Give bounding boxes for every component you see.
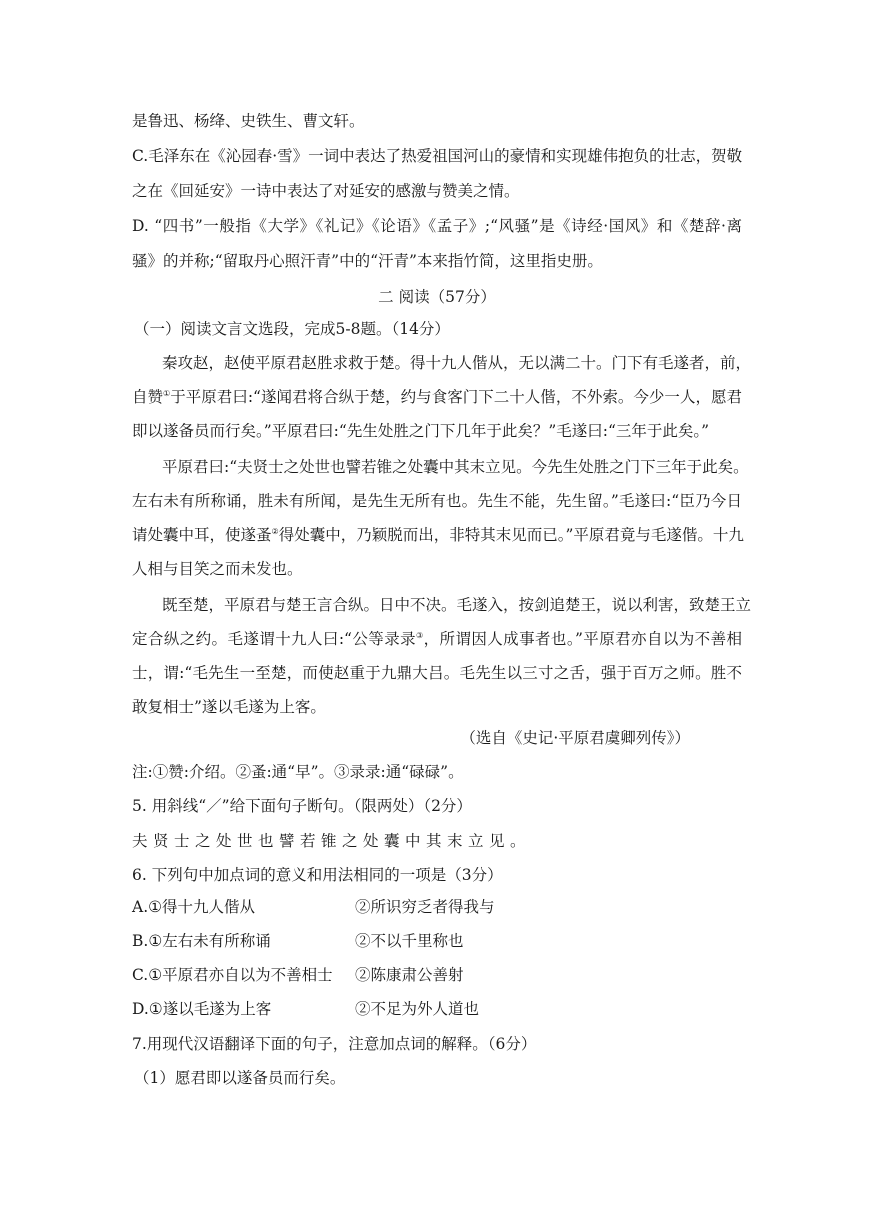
text-line: 是鲁迅、杨绛、史铁生、曹文轩。	[132, 112, 365, 130]
subsection-title: （一）阅读文言文选段，完成5-8题。（14分）	[134, 320, 450, 338]
option-c-left: C.①平原君亦自以为不善相士	[132, 966, 333, 984]
source-citation: （选自《史记·平原君虞卿列传》）	[460, 729, 690, 747]
option-b-right: ②不以千里称也	[355, 932, 464, 950]
question-7-item-1: （1）愿君即以遂备员而行矣。	[134, 1069, 346, 1087]
footnotes: 注:①赞:介绍。②蚤:通“早”。③录录:通“碌碌”。	[132, 763, 464, 781]
option-d-line-1: D. “四书”一般指《大学》《礼记》《论语》《孟子》;“风骚”是《诗经·国风》和《楚辞·离	[132, 217, 742, 235]
option-a-right: ②所识穷乏者得我与	[355, 898, 495, 916]
question-5: 5. 用斜线“／”给下面句子断句。（限两处）（2分）	[132, 797, 472, 815]
option-c-line-1: C.毛泽东在《沁园春·雪》一词中表达了热爱祖国河山的豪情和实现雄伟抱负的壮志，贺敬	[132, 147, 743, 165]
option-d-right: ②不足为外人道也	[355, 1000, 480, 1018]
passage-line: 敢复相士”遂以毛遂为上客。	[132, 698, 326, 716]
question-6: 6. 下列句中加点词的意义和用法相同的一项是（3分）	[132, 866, 503, 884]
passage-line: 既至楚，平原君与楚王言合纵。日中不决。毛遂入，按剑追楚王，说以利害，致楚王立	[162, 596, 752, 614]
option-c-line-2: 之在《回延安》一诗中表达了对延安的感激与赞美之情。	[132, 182, 520, 200]
passage-line: 秦攻赵，赵使平原君赵胜求救于楚。得十九人偕从，无以满二十。门下有毛遂者，前，	[162, 354, 752, 372]
passage-line: 即以遂备员而行矣。”平原君曰:“先生处胜之门下几年于此矣？”毛遂曰:“三年于此矣。”	[132, 422, 710, 440]
option-d-left: D.①遂以毛遂为上客	[132, 1000, 272, 1018]
passage-line: 人相与目笑之而未发也。	[132, 560, 303, 578]
question-5-sentence: 夫贤士之处世也譬若锥之处囊中其末立见。	[132, 832, 532, 850]
footnote-marker: ③	[416, 631, 424, 640]
passage-line: 左右未有所称诵，胜未有所闻，是先生无所有也。先生不能，先生留。”毛遂曰:“臣乃今日	[132, 492, 742, 510]
passage-line: 平原君曰:“夫贤士之处世也譬若锥之处囊中其末立见。今先生处胜之门下三年于此矣。	[162, 458, 749, 476]
passage-line: 定合纵之约。毛遂谓十九人曰:“公等录录③，所谓因人成事者也。”平原君亦自以为不善相	[132, 630, 742, 648]
option-d-line-2: 骚》的并称;“留取丹心照汗青”中的“汗青”本来指竹简，这里指史册。	[132, 252, 603, 270]
passage-line: 士，谓:“毛先生一至楚，而使赵重于九鼎大吕。毛先生以三寸之舌，强于百万之师。胜不	[132, 664, 742, 682]
passage-line: 自赞①于平原君曰:“遂闻君将合纵于楚，约与食客门下二十人偕，不外索。今少一人，愿君	[132, 388, 743, 406]
question-7: 7.用现代汉语翻译下面的句子，注意加点词的解释。（6分）	[132, 1035, 537, 1053]
section-title: 二 阅读（57分）	[378, 288, 496, 306]
passage-line: 请处囊中耳，使遂蚤②得处囊中，乃颖脱而出，非特其末见而已。”平原君竟与毛遂偕。十九	[132, 526, 744, 544]
option-b-left: B.①左右未有所称诵	[132, 932, 271, 950]
option-c-right: ②陈康肃公善射	[355, 966, 464, 984]
footnote-marker: ①	[163, 389, 171, 398]
footnote-marker: ②	[271, 527, 279, 536]
option-a-left: A.①得十九人偕从	[132, 898, 256, 916]
